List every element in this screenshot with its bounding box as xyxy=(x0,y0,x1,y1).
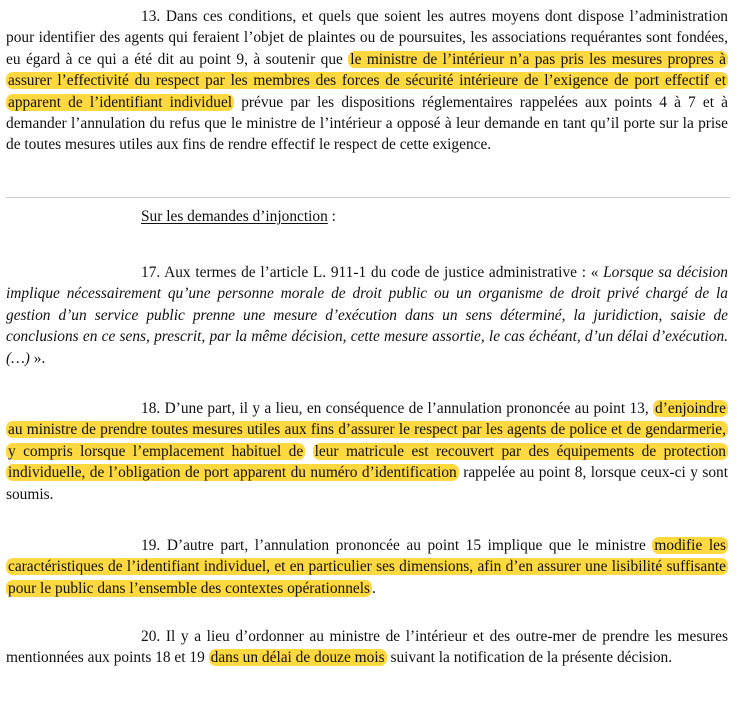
paragraph-text: . xyxy=(372,579,376,597)
paragraph-13 xyxy=(6,6,728,156)
highlighted-passage: leur matricule est recouvert par des équipements de protection individuelle, de l’obligation de port apparent du numéro d’identification xyxy=(8,442,727,482)
section-divider xyxy=(6,197,730,198)
highlighted-passage: d’enjoindre au ministre de prendre toutes mesures utiles aux fins d’assurer le respect par les agents de police et de gendarmerie, y compris lorsque l’emplacement habituel de xyxy=(8,400,726,460)
highlighted-passage: dans un délai de douze mois xyxy=(210,649,385,667)
paragraph-text: Il y a lieu d’ordonner au ministre de l’intérieur et des outre-mer de prendre les mesures mentionnées aux points 18 et 19 xyxy=(6,628,728,667)
section-heading-colon: : xyxy=(327,208,336,225)
paragraph-text: D’une part, il y a lieu, en conséquence de l’annulation prononcée au point 13, xyxy=(164,400,649,417)
paragraph-number: 17. xyxy=(141,264,161,281)
paragraph-20 xyxy=(6,626,728,669)
paragraph-number: 20. xyxy=(141,628,161,645)
highlighted-passage: le ministre de l’intérieur n’a pas pris les mesures propres à assurer l’effectivité du respect par les membres des forces de sécurité intérieure de l’exigence de port effectif et apparent de l’identifiant individuel xyxy=(8,50,726,111)
paragraph-number: 13. xyxy=(141,8,161,25)
paragraph-18 xyxy=(6,398,728,505)
legal-quotation: Lorsque sa décision implique nécessairement qu’une personne morale de droit public ou un organisme de droit privé chargé de la gestion d’un service public prenne une mesure d’exécution dans un sens déterminé, la juridiction, saisie de conclusions en ce sens, prescrit, par la même décision, cette mesure assortie, le cas échéant, d’un délai d’exécution. (…) xyxy=(6,264,728,367)
section-heading-title: Sur les demandes d’injonction xyxy=(141,208,328,225)
quote-open: « xyxy=(590,264,604,281)
highlighted-passage: modifie les caractéristiques de l’identifiant individuel, et en particulier ses dimensions, afin d’en assurer une lisibilité suffisante pour le public dans l’ensemble des contextes opérationnels xyxy=(8,537,726,597)
paragraph-text: D’autre part, l’annulation prononcée au point 15 implique que le ministre xyxy=(166,537,646,554)
paragraph-text: Aux termes de l’article L. 911-1 du code de justice administrative : xyxy=(164,264,586,281)
section-heading xyxy=(141,206,336,227)
quote-close: ». xyxy=(29,349,46,367)
paragraph-text: prévue par les dispositions réglementaires rappelées aux points 4 à 7 et à demander l’annulation du refus que le ministre de l’intérieur a opposé à leur demande en tant qu’il porte sur la prise de toutes mesures utiles aux fins de rendre effectif le respect de cette exigence. xyxy=(6,93,729,154)
paragraph-number: 19. xyxy=(141,537,161,554)
paragraph-text: Dans ces conditions, et quels que soient les autres moyens dont dispose l’administration pour identifier des agents qui feraient l’objet de plaintes ou de poursuites, les associations requérantes sont fondées, eu égard à ce qui a été dit au point 9, à soutenir que xyxy=(6,8,728,68)
paragraph-19 xyxy=(6,535,728,599)
paragraph-text: suivant la notification de la présente décision. xyxy=(390,649,673,667)
paragraph-17 xyxy=(6,262,728,369)
paragraph-text: rappelée au point 8, lorsque ceux-ci y sont soumis. xyxy=(6,464,728,503)
paragraph-number: 18. xyxy=(141,400,161,417)
